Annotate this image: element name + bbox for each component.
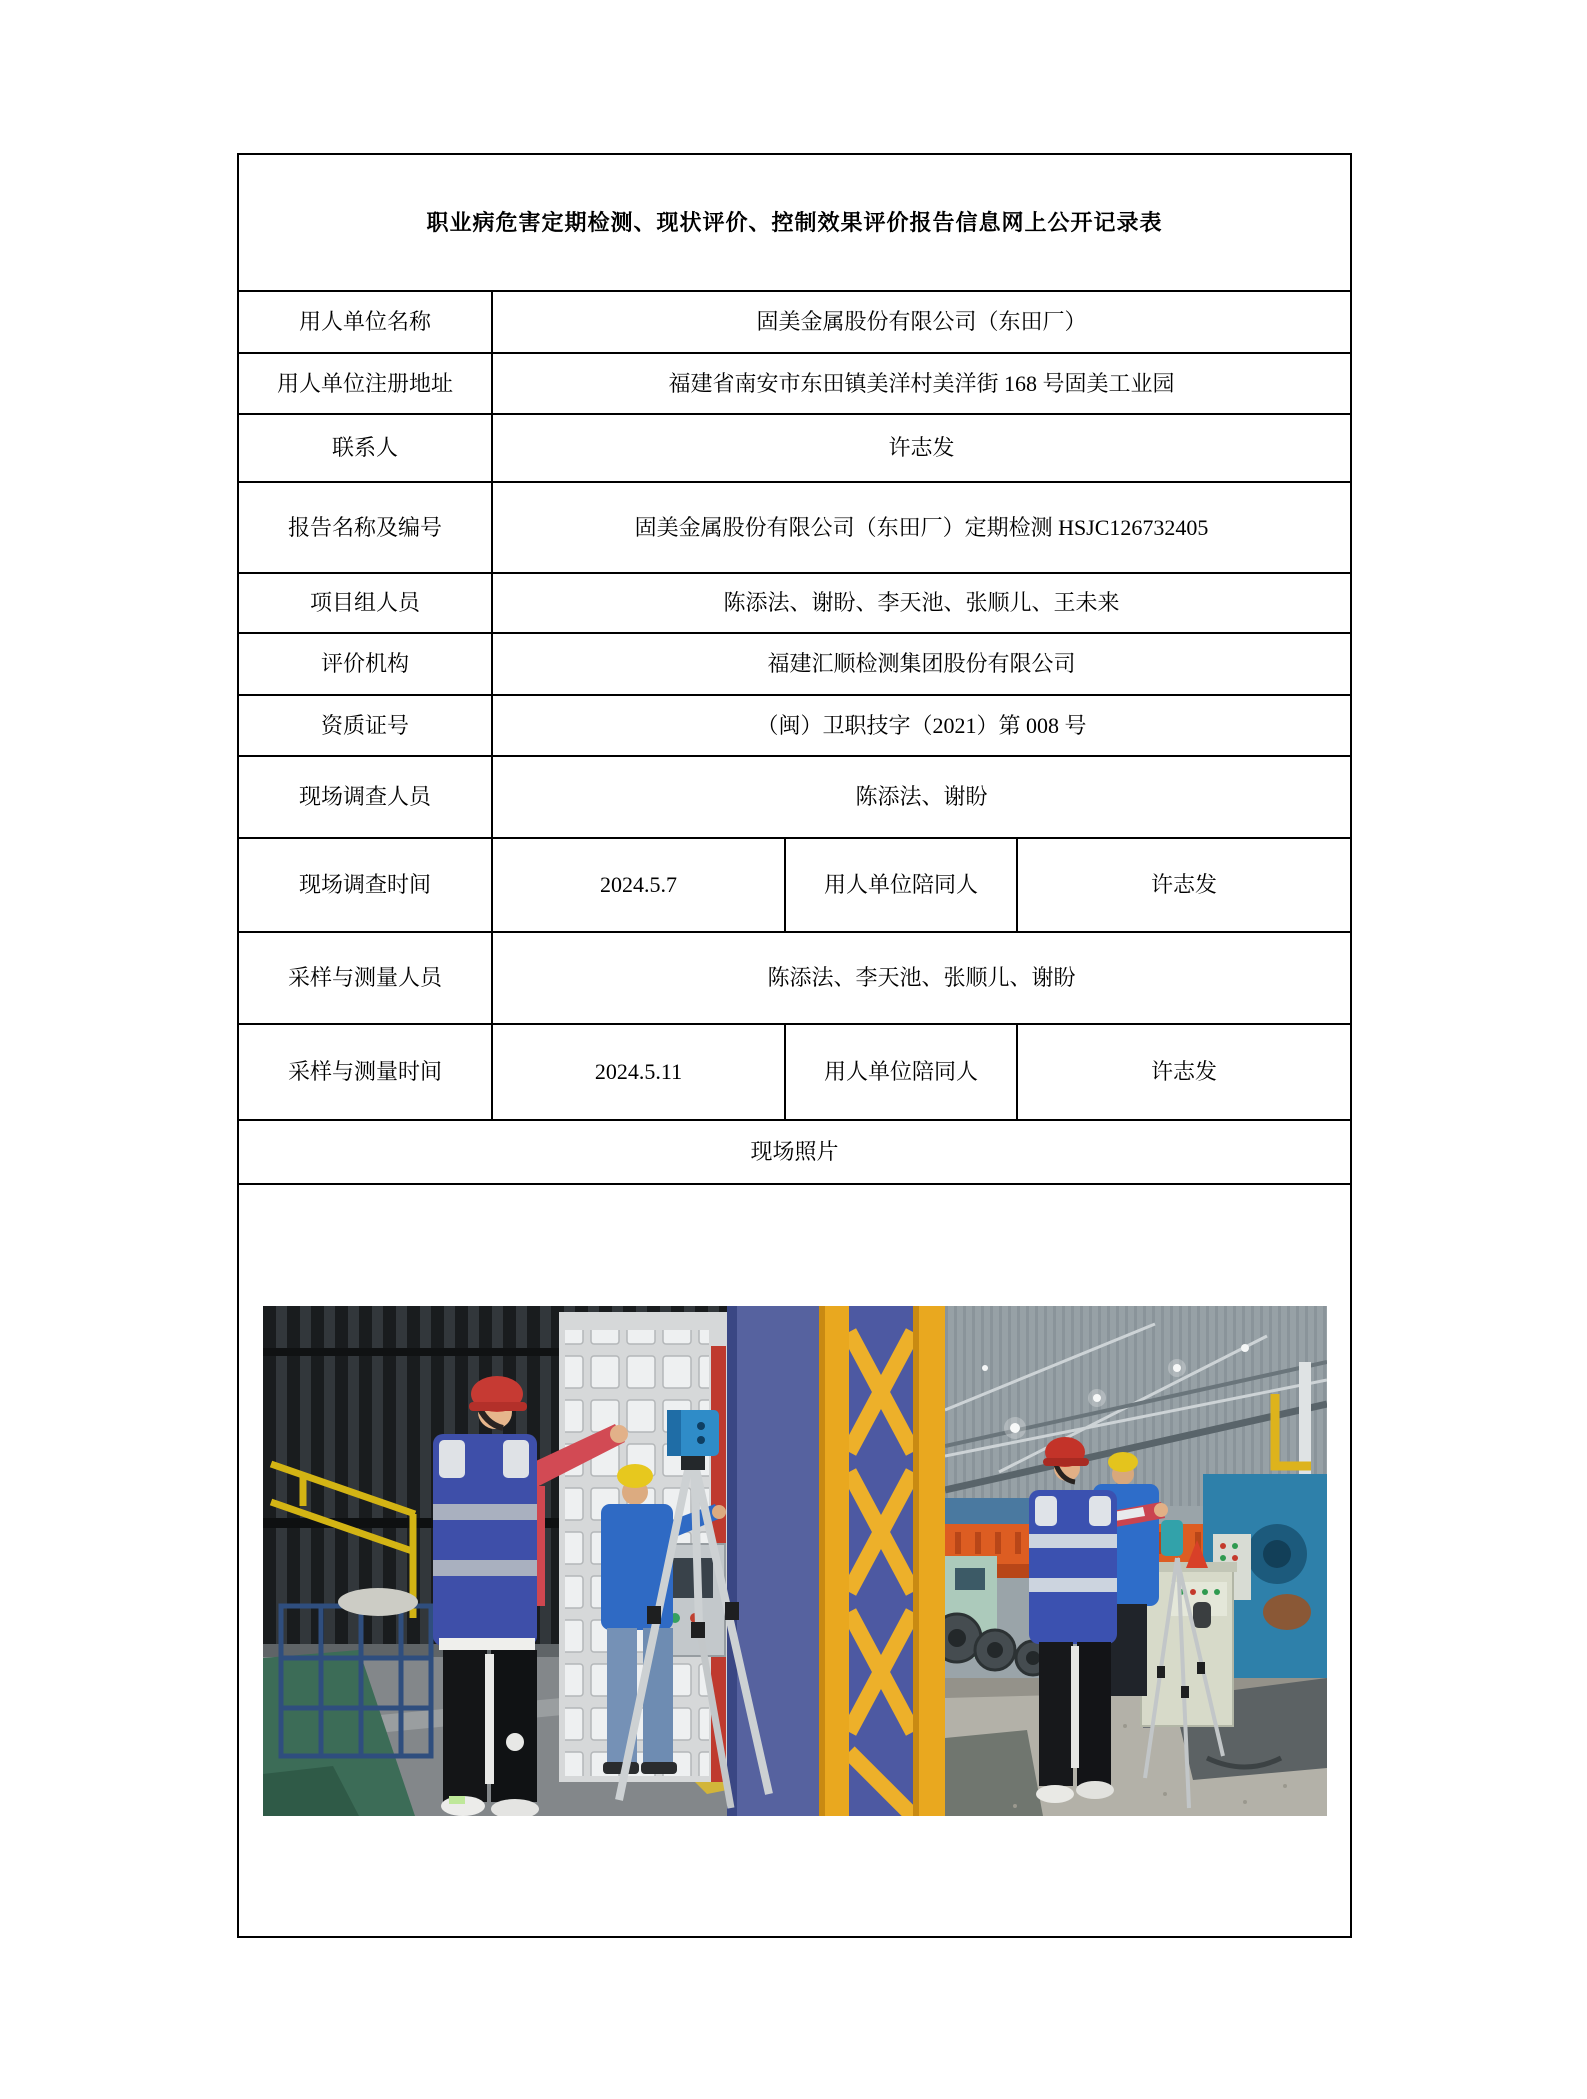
field-value-contact-person: 许志发 bbox=[492, 414, 1351, 482]
field-value-evaluation-agency: 福建汇顺检测集团股份有限公司 bbox=[492, 633, 1351, 695]
page-title: 职业病危害定期检测、现状评价、控制效果评价报告信息网上公开记录表 bbox=[238, 154, 1351, 291]
field-label-sampling-time: 采样与测量时间 bbox=[238, 1024, 492, 1120]
field-label-sampling-personnel: 采样与测量人员 bbox=[238, 932, 492, 1024]
field-value-survey-escort: 许志发 bbox=[1017, 838, 1351, 932]
field-value-qualification-no: （闽）卫职技字（2021）第 008 号 bbox=[492, 695, 1351, 756]
table-row bbox=[238, 414, 1351, 482]
field-value-employer-address: 福建省南安市东田镇美洋村美洋街 168 号固美工业园 bbox=[492, 353, 1351, 414]
record-table bbox=[237, 153, 1352, 1938]
site-photos-header: 现场照片 bbox=[238, 1120, 1351, 1184]
field-value-sampling-time: 2024.5.11 bbox=[492, 1024, 785, 1120]
field-label-survey-personnel: 现场调查人员 bbox=[238, 756, 492, 838]
table-row bbox=[238, 291, 1351, 353]
table-row bbox=[238, 838, 1351, 932]
field-value-survey-personnel: 陈添法、谢盼 bbox=[492, 756, 1351, 838]
right-site-photo bbox=[945, 1306, 1327, 1816]
table-row bbox=[238, 1024, 1351, 1120]
field-value-survey-time: 2024.5.7 bbox=[492, 838, 785, 932]
field-label-employer-name: 用人单位名称 bbox=[238, 291, 492, 353]
table-row bbox=[238, 573, 1351, 633]
field-value-report-name-number: 固美金属股份有限公司（东田厂）定期检测 HSJC126732405 bbox=[492, 482, 1351, 573]
table-row bbox=[238, 756, 1351, 838]
table-row bbox=[238, 695, 1351, 756]
field-label-survey-escort: 用人单位陪同人 bbox=[785, 838, 1017, 932]
field-value-sampling-personnel: 陈添法、李天池、张顺儿、谢盼 bbox=[492, 932, 1351, 1024]
field-label-evaluation-agency: 评价机构 bbox=[238, 633, 492, 695]
field-value-employer-name: 固美金属股份有限公司（东田厂） bbox=[492, 291, 1351, 353]
field-label-report-name-number: 报告名称及编号 bbox=[238, 482, 492, 573]
field-value-sampling-escort: 许志发 bbox=[1017, 1024, 1351, 1120]
title-row bbox=[238, 154, 1351, 291]
field-label-employer-address: 用人单位注册地址 bbox=[238, 353, 492, 414]
site-photos-cell bbox=[238, 1184, 1351, 1937]
left-site-photo bbox=[263, 1306, 945, 1816]
table-row bbox=[238, 633, 1351, 695]
site-photos bbox=[263, 1306, 1327, 1816]
field-value-project-team: 陈添法、谢盼、李天池、张顺儿、王未来 bbox=[492, 573, 1351, 633]
table-row bbox=[238, 482, 1351, 573]
field-label-qualification-no: 资质证号 bbox=[238, 695, 492, 756]
table-row bbox=[238, 1120, 1351, 1184]
field-label-survey-time: 现场调查时间 bbox=[238, 838, 492, 932]
field-label-project-team: 项目组人员 bbox=[238, 573, 492, 633]
photo-row bbox=[238, 1184, 1351, 1937]
field-label-contact-person: 联系人 bbox=[238, 414, 492, 482]
table-row bbox=[238, 932, 1351, 1024]
field-label-sampling-escort: 用人单位陪同人 bbox=[785, 1024, 1017, 1120]
table-row bbox=[238, 353, 1351, 414]
